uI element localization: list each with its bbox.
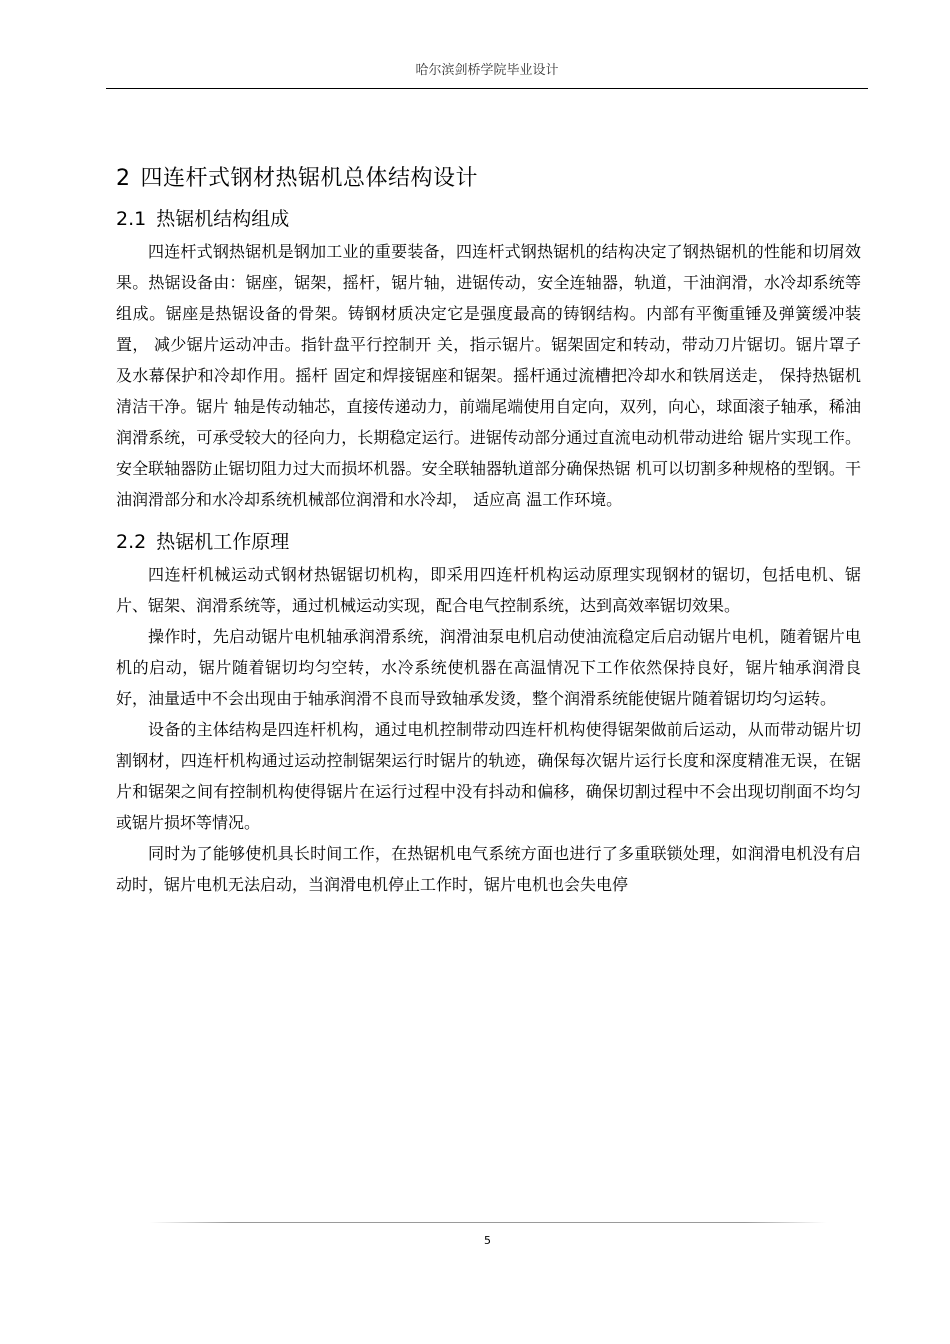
section-number: 2.1: [116, 208, 147, 230]
section-heading: [116, 204, 861, 234]
body-paragraph: 操作时，先启动锯片电机轴承润滑系统，润滑油泵电机启动使油流稳定后启动锯片电机，随着锯片电机的启动，锯片随着锯切均匀空转，水冷系统使机器在高温情况下工作依然保持良好，锯片轴承润滑良好，油量适中不会出现由于轴承润滑不良而导致轴承发烫，整个润滑系统能使锯片随着锯切均匀运转。: [116, 627, 861, 708]
header-title: 哈尔滨剑桥学院毕业设计: [415, 63, 559, 78]
body-paragraph: 四连杆机械运动式钢材热锯锯切机构，即采用四连杆机构运动原理实现钢材的锯切，包括电机、锯片、锯架、润滑系统等，通过机械运动实现，配合电气控制系统，达到高效率锯切效果。: [116, 565, 861, 615]
body-paragraph: 设备的主体结构是四连杆机构，通过电机控制带动四连杆机构使得锯架做前后运动，从而带动锯片切割钢材，四连杆机构通过运动控制锯架运行时锯片的轨迹，确保每次锯片运行长度和深度精准无误，在锯片和锯架之间有控制机构使得锯片在运行过程中没有抖动和偏移，确保切割过程中不会出现切削面不均匀或锯片损坏等情况。: [116, 720, 861, 832]
section-number: 2.2: [116, 531, 147, 553]
section-title: 热锯机结构组成: [156, 208, 290, 230]
section-heading: [116, 527, 861, 557]
section-title: 热锯机工作原理: [156, 531, 290, 553]
body-paragraph: 同时为了能够使机具长时间工作，在热锯机电气系统方面也进行了多重联锁处理，如润滑电机没有启动时，锯片电机无法启动，当润滑电机停止工作时，锯片电机也会失电停: [116, 844, 861, 894]
chapter-title: 四连杆式钢材热锯机总体结构设计: [140, 166, 479, 191]
page-content: [116, 162, 861, 900]
footer-divider: [150, 1222, 826, 1223]
page-number: 5: [484, 1234, 491, 1247]
page-header: [106, 60, 868, 89]
chapter-heading: [116, 162, 861, 196]
chapter-number: 2: [116, 166, 131, 191]
body-paragraph: 四连杆式钢热锯机是钢加工业的重要装备，四连杆式钢热锯机的结构决定了钢热锯机的性能和切屑效果。热锯设备由：锯座，锯架，摇杆，锯片轴，进锯传动，安全连轴器，轨道，干油润滑，水冷却系统等组成。锯座是热锯设备的骨架。铸钢材质决定它是强度最高的铸钢结构。内部有平衡重锤及弹簧缓冲装置， 减少锯片运动冲击。指针盘平行控制开 关，指示锯片。锯架固定和转动，带动刀片锯切。锯片罩子及水幕保护和冷却作用。摇杆 固定和焊接锯座和锯架。摇杆通过流槽把冷却水和铁屑送走， 保持热锯机清洁干净。锯片 轴是传动轴芯，直接传递动力，前端尾端使用自定向，双列，向心，球面滚子轴承，稀油 润滑系统，可承受较大的径向力，长期稳定运行。进锯传动部分通过直流电动机带动进给 锯片实现工作。安全联轴器防止锯切阻力过大而损坏机器。安全联轴器轨道部分确保热锯 机可以切割多种规格的型钢。干油润滑部分和水冷却系统机械部位润滑和水冷却， 适应高 温工作环境。: [116, 242, 861, 509]
